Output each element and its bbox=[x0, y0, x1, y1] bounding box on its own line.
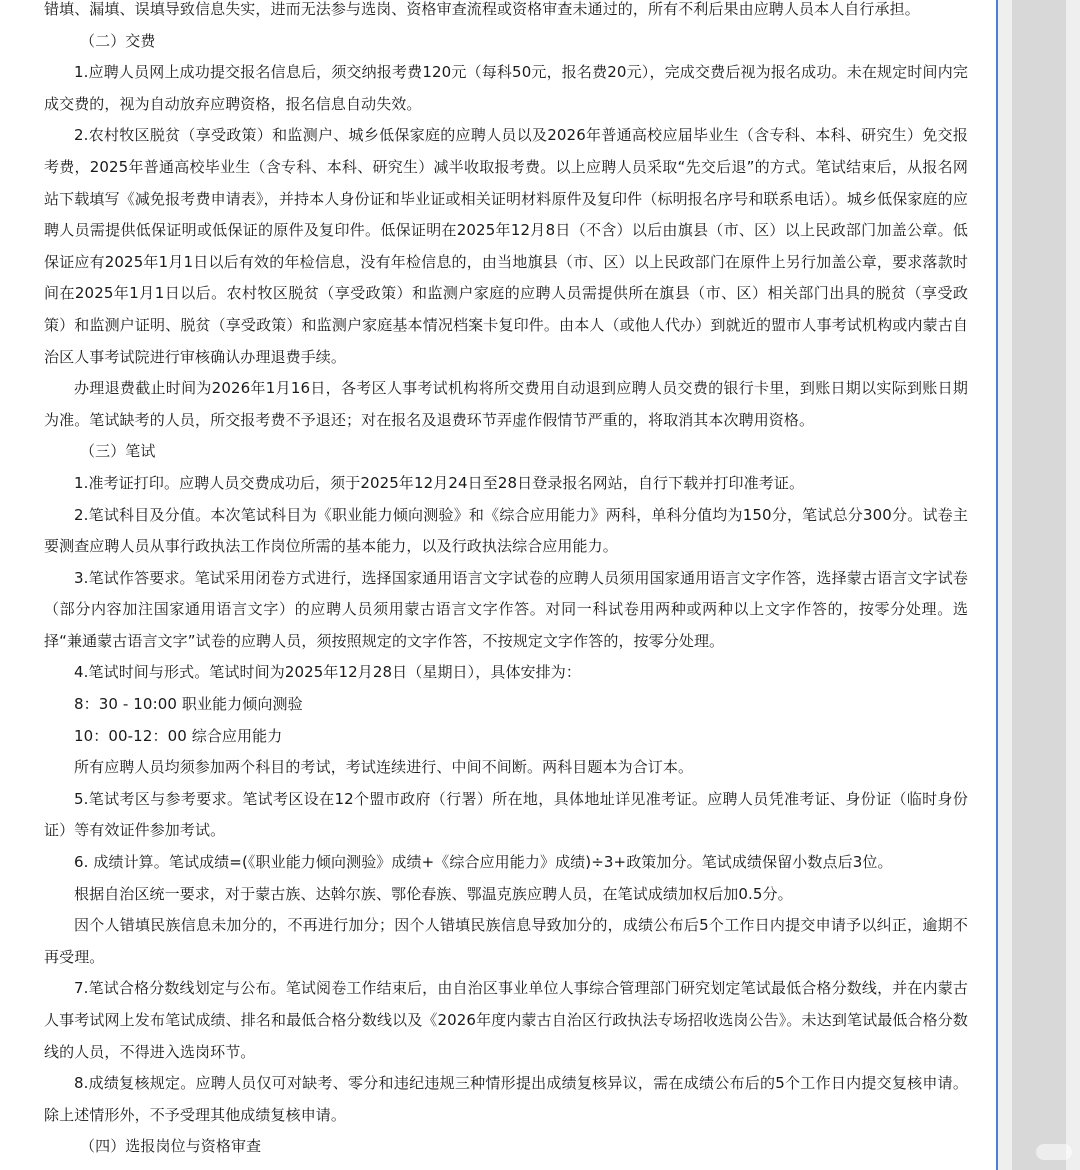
paragraph-exam-3: 3.笔试作答要求。笔试采用闭卷方式进行，选择国家通用语言文字试卷的应聘人员须用国家通用语言文字作答，选择蒙古语言文字试卷（部分内容加注国家通用语言文字）的应聘人员须用蒙古语言文字作答。对同一科试卷用两种或两种以上文字作答的，按零分处理。选择“兼通蒙古语言文字”试卷的应聘人员，须按照规定的文字作答，不按规定文字作答的，按零分处理。 bbox=[44, 568, 968, 650]
schedule-line-2: 10：00-12：00 综合应用能力 bbox=[74, 726, 283, 745]
paragraph-exam-4: 4.笔试时间与形式。笔试时间为2025年12月28日（星期日），具体安排为： bbox=[74, 663, 581, 682]
watermark-badge bbox=[1036, 1144, 1072, 1160]
paragraph-bonus-correction: 因个人错填民族信息未加分的，不再进行加分；因个人错填民族信息导致加分的，成绩公布后5个工作日内提交申请予以纠正，逾期不再受理。 bbox=[44, 916, 968, 966]
paragraph-exam-1: 1.准考证打印。应聘人员交费成功后，须于2025年12月24日至28日登录报名网站，自行下载并打印准考证。 bbox=[74, 473, 805, 492]
section-heading-exam: （三）笔试 bbox=[80, 442, 156, 461]
schedule-line-1: 8：30 - 10:00 职业能力倾向测验 bbox=[74, 695, 303, 714]
paragraph-fee-1: 1.应聘人员网上成功提交报名信息后，须交纳报考费120元（每科50元，报名费20元），完成交费后视为报名成功。未在规定时间内完成交费的，视为自动放弃应聘资格，报名信息自动失效。 bbox=[44, 63, 968, 113]
section-heading-selection: （四）选报岗位与资格审查 bbox=[80, 1137, 262, 1156]
scrollbar-track[interactable] bbox=[1012, 0, 1066, 1170]
paragraph-exam-8: 8.成绩复核规定。应聘人员仅可对缺考、零分和违纪违规三种情形提出成绩复核异议，需在成绩公布后的5个工作日内提交复核申请。除上述情形外，不予受理其他成绩复核申请。 bbox=[44, 1074, 968, 1124]
section-heading-fee: （二）交费 bbox=[80, 31, 156, 50]
paragraph-exam-7: 7.笔试合格分数线划定与公布。笔试阅卷工作结束后，由自治区事业单位人事综合管理部门研究划定笔试最低合格分数线，并在内蒙古人事考试网上发布笔试成绩、排名和最低合格分数线以及《2026年度内蒙古自治区行政执法专场招收选岗公告》。未达到笔试最低合格分数线的人员，不得进入选岗环节。 bbox=[44, 979, 968, 1061]
paragraph-fee-2: 2.农村牧区脱贫（享受政策）和监测户、城乡低保家庭的应聘人员以及2026年普通高校应届毕业生（含专科、本科、研究生）免交报考费，2025年普通高校毕业生（含专科、本科、研究生）减半收取报考费。以上应聘人员采取“先交后退”的方式。笔试结束后，从报名网站下载填写《减免报考费申请表》，并持本人身份证和毕业证或相关证明材料原件及复印件（标明报名序号和联系电话）。城乡低保家庭的应聘人员需提供低保证明或低保证的原件及复印件。低保证明在2025年12月8日（不含）以后由旗县（市、区）以上民政部门加盖公章。低保证应有2025年1月1日以后有效的年检信息，没有年检信息的，由当地旗县（市、区）以上民政部门在原件上另行加盖公章，要求落款时间在2025年1月1日以后。农村牧区脱贫（享受政策）和监测户家庭的应聘人员需提供所在旗县（市、区）相关部门出具的脱贫（享受政策）和监测户证明、脱贫（享受政策）和监测户家庭基本情况档案卡复印件。由本人（或他人代办）到就近的盟市人事考试机构或内蒙古自治区人事考试院进行审核确认办理退费手续。 bbox=[44, 126, 968, 366]
paragraph-continued: 错填、漏填、误填导致信息失实，进而无法参与选岗、资格审查流程或资格审查未通过的，所有不利后果由应聘人员本人自行承担。 bbox=[44, 0, 920, 18]
paragraph-refund-deadline: 办理退费截止时间为2026年1月16日，各考区人事考试机构将所交费用自动退到应聘人员交费的银行卡里，到账日期以实际到账日期为准。笔试缺考的人员，所交报考费不予退还；对在报名及退费环节弄虚作假情节严重的，将取消其本次聘用资格。 bbox=[44, 379, 968, 429]
paragraph-exam-2: 2.笔试科目及分值。本次笔试科目为《职业能力倾向测验》和《综合应用能力》两科，单科分值均为150分，笔试总分300分。试卷主要测查应聘人员从事行政执法工作岗位所需的基本能力，以及行政执法综合应用能力。 bbox=[44, 505, 968, 556]
paragraph-exam-note: 所有应聘人员均须参加两个科目的考试，考试连续进行、中间不间断。两科目题本为合订本。 bbox=[74, 758, 694, 777]
paragraph-exam-5: 5.笔试考区与参考要求。笔试考区设在12个盟市政府（行署）所在地，具体地址详见准考证。应聘人员凭准考证、身份证（临时身份证）等有效证件参加考试。 bbox=[44, 789, 968, 840]
paragraph-bonus-rule: 根据自治区统一要求，对于蒙古族、达斡尔族、鄂伦春族、鄂温克族应聘人员，在笔试成绩加权后加0.5分。 bbox=[74, 884, 793, 903]
paragraph-exam-6: 6. 成绩计算。笔试成绩=(《职业能力倾向测验》成绩+《综合应用能力》成绩)÷3+政策加分。笔试成绩保留小数点后3位。 bbox=[74, 853, 893, 872]
document-body bbox=[44, 0, 968, 1163]
